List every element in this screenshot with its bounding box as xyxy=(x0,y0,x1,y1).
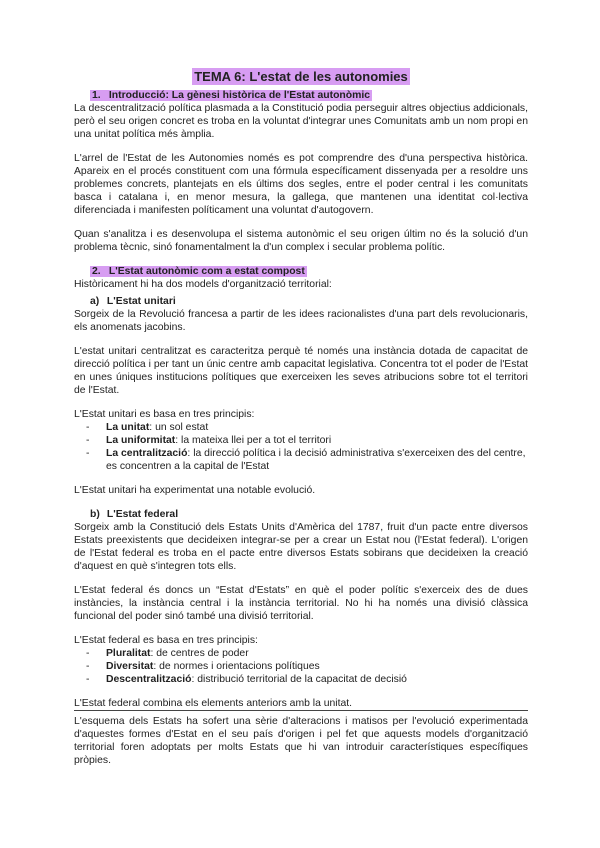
s2a-list-intro: L'Estat unitari es basa en tres principis: xyxy=(74,409,255,420)
subsection-a-number: a) xyxy=(90,296,100,307)
subsection-b-heading xyxy=(90,508,528,521)
list-item: - La centralització: la direcció política i la decisió administrativa s'exerceixen des del centre, es concentren a la capital de l'Estat xyxy=(86,447,528,473)
s2b-paragraph-1: Sorgeix amb la Constitució dels Estats Units d'Amèrica del 1787, fruit d'un pacte entre diversos Estats preexistents que decideixen integrar-se per a crear un Estat nou (l'Estat federal). L'origen de l'Estat federal es troba en el pacte entre diversos Estats sobirans que decideixen la creació d'aquest en què s'integren tots ells. xyxy=(74,522,528,572)
s2a-paragraph-1: Sorgeix de la Revolució francesa a partir de les idees racionalistes d'una part dels revolucionaris, els anomenats jacobins. xyxy=(74,309,528,333)
page-title: TEMA 6: L'estat de les autonomies xyxy=(194,69,408,84)
s2a-paragraph-2: L'estat unitari centralitzat es caracteritza perquè té només una instància dotada de capacitat de direcció política i per tant un únic centre amb capacitat legislativa. Concentra tot el poder de l'Estat en unes úniques institucions polítiques que exerceixen les seves atribucions sobre tot el territori de l'Estat. xyxy=(74,346,528,396)
list-item: - La uniformitat: la mateixa llei per a tot el territori xyxy=(86,434,528,447)
s1-paragraph-1: La descentralització política plasmada a la Constitució podia perseguir altres objectius addicionals, però el seu origen concret es troba en la voluntat d'integrar unes Comunitats amb un nom propi en una unitat política més àmplia. xyxy=(74,103,528,140)
section-1-title: Introducció: La gènesi històrica de l'Estat autonòmic xyxy=(108,90,371,101)
section-2-heading xyxy=(90,265,528,278)
subsection-a-heading xyxy=(90,295,528,308)
document-page xyxy=(74,70,528,778)
title-row xyxy=(74,70,528,85)
list-item: - Diversitat: de normes i orientacions polítiques xyxy=(86,660,528,673)
subsection-b-title: L'Estat federal xyxy=(106,509,179,520)
divider xyxy=(74,710,528,711)
s2b-paragraph-2: L'Estat federal és doncs un “Estat d'Estats” en què el poder polític s'exerceix des de dues instàncies, la instància central i la instància territorial. No hi ha només una divisió clàssica funcional del poder sinó també una divisió territorial. xyxy=(74,585,528,622)
federal-principles-list xyxy=(86,647,528,686)
s2a-closing: L'Estat unitari ha experimentat una notable evolució. xyxy=(74,485,316,496)
section-1-heading xyxy=(90,89,528,102)
s2-intro: Històricament hi ha dos models d'organització territorial: xyxy=(74,279,332,290)
s2b-closing: L'Estat federal combina els elements anteriors amb la unitat. xyxy=(74,698,353,709)
s2b-list-intro: L'Estat federal es basa en tres principis: xyxy=(74,635,258,646)
list-item: - Pluralitat: de centres de poder xyxy=(86,647,528,660)
subsection-a-title: L'Estat unitari xyxy=(106,296,176,307)
list-item: - Descentralització: distribució territorial de la capacitat de decisió xyxy=(86,673,528,686)
list-item: - La unitat: un sol estat xyxy=(86,421,528,434)
section-2-number: 2. xyxy=(92,266,101,277)
section-1-number: 1. xyxy=(92,90,101,101)
subsection-b-number: b) xyxy=(90,509,100,520)
section-2-title: L'Estat autonòmic com a estat compost xyxy=(108,266,305,277)
s2b-final-paragraph: L'esquema dels Estats ha sofert una sèrie d'alteracions i matisos per l'evolució experimentada d'aquestes formes d'Estat en el seu país d'origen i pel fet que aquests models d'organització territorial foren adoptats per molts Estats que hi van introduir característiques específiques pròpies. xyxy=(74,716,528,766)
s1-paragraph-2: L'arrel de l'Estat de les Autonomies només es pot comprendre des d'una perspectiva històrica. Apareix en el procés constituent com una fórmula específicament dissenyada per a resoldre uns problemes concrets, plantejats en els últims dos segles, entre el poder central i les comunitats basca i catalana i, en menor mesura, la gallega, que mantenen una identitat col·lectiva diferenciada i manifesten políticament una voluntat d'autogovern. xyxy=(74,153,528,216)
s1-paragraph-3: Quan s'analitza i es desenvolupa el sistema autonòmic el seu origen últim no és la solució d'un problema tècnic, sinó fonamentalment la d'un complex i secular problema polític. xyxy=(74,229,528,253)
unitary-principles-list xyxy=(86,421,528,473)
